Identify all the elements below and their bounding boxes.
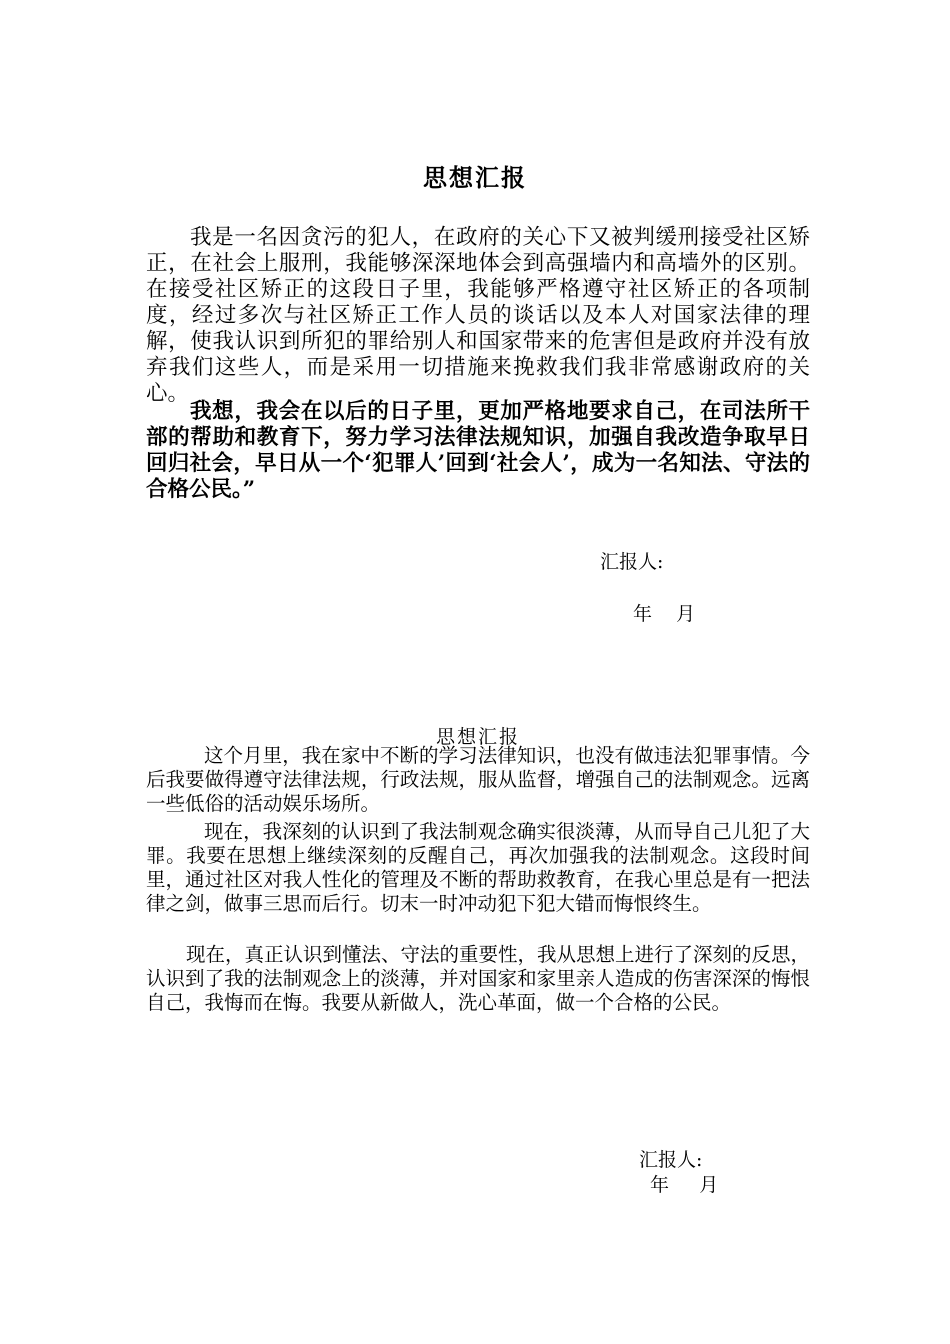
- report-1-paragraph-1: 我是一名因贪污的犯人，在政府的关心下又被判缓刑接受社区矫正，在社会上服刑，我能够深深地体会到高强墙内和高墙外的区别。在接受社区矫正的这段日子里，我能够严格遵守社区矫正的各项制度，经过多次与社区矫正工作人员的谈话以及本人对国家法律的理解，使我认识到所犯的罪给别人和国家带来的危害但是政府并没有放弃我们这些人，而是采用一切措施来挽救我们我非常感谢政府的关心。: [146, 225, 810, 406]
- report-1-reporter-label: 汇报人:: [600, 551, 664, 573]
- report-2-date-label: 年 月: [650, 1174, 719, 1196]
- report-2-title: 思想汇报: [435, 726, 520, 748]
- report-2-reporter-label: 汇报人:: [639, 1149, 703, 1171]
- report-1-paragraph-2: 我想，我会在以后的日子里，更加严格地要求自己，在司法所干部的帮助和教育下，努力学习法律法规知识，加强自我改造争取早日回归社会，早日从一个‘犯罪人’回到‘社会人’，成为一名知法、守法的合格公民。”: [146, 399, 810, 502]
- report-2-paragraph-2: 现在，我深刻的认识到了我法制观念确实很淡薄，从而导自己儿犯了大罪。我要在思想上继续深刻的反醒自己，再次加强我的法制观念。这段时间里，通过社区对我人性化的管理及不断的帮助救教育，在我心里总是有一把法律之剑，做事三思而后行。切末一时冲动犯下犯大错而悔恨终生。: [146, 820, 810, 915]
- report-2-paragraph-1: 这个月里，我在家中不断的学习法律知识，也没有做违法犯罪事情。今后我要做得遵守法律法规，行政法规，服从监督，增强自己的法制观念。远离一些低俗的活动娱乐场所。: [146, 744, 810, 815]
- report-1-title: 思想汇报: [423, 163, 527, 192]
- report-1-date-label: 年 月: [633, 603, 696, 625]
- report-2-paragraph-3: 现在，真正认识到懂法、守法的重要性，我从思想上进行了深刻的反思，认识到了我的法制观念上的淡薄，并对国家和家里亲人造成的伤害深深的悔恨自己，我悔而在悔。我要从新做人，洗心革面，做一个合格的公民。: [146, 943, 811, 1014]
